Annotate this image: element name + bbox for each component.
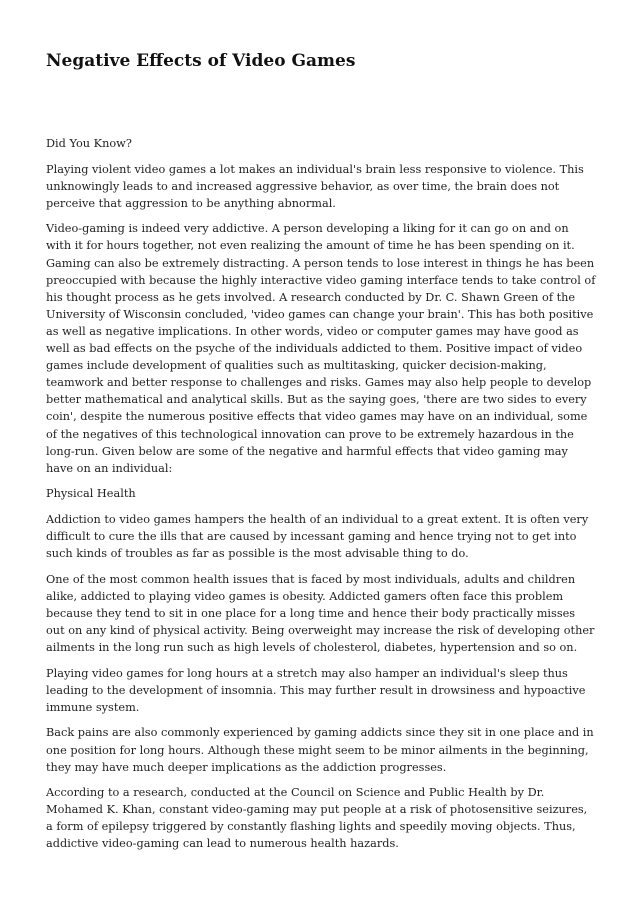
- paragraph-obesity: One of the most common health issues that is faced by most individuals, adults and children alike, addicted to playing video games is obesity. Addicted gamers often face this problem because they tend to sit in one place for a long time and hence their body practically misses out on any kind of physical activity. Being overweight may increase the risk of developing other ailments in the long run such as high levels of cholesterol, diabetes, hypertension and so on.: [46, 572, 595, 655]
- document-title: Negative Effects of Video Games: [46, 51, 356, 71]
- paragraph-back-pains: Back pains are also commonly experienced by gaming addicts since they sit in one place and in one position for long hours. Although these might seem to be minor ailments in the beginning, they may have much deeper implications as the addiction progresses.: [46, 726, 594, 774]
- document-body: [46, 135, 596, 861]
- section-heading-did-you-know: Did You Know?: [46, 137, 132, 150]
- section-heading-physical-health: Physical Health: [46, 487, 136, 501]
- paragraph-seizures: According to a research, conducted at the Council on Science and Public Health by Dr. Mohamed K. Khan, constant video-gaming may put people at a risk of photosensitive seizures, a form of epilepsy triggered by constantly flashing lights and speedily moving objects. Thus, addictive video-gaming can lead to numerous health hazards.: [46, 786, 588, 851]
- paragraph-addictive: Video-gaming is indeed very addictive. A person developing a liking for it can go on and on with it for hours together, not even realizing the amount of time he has been spending on it. Gaming can also be extremely distracting. A person tends to lose interest in things he has been preoccupied with because the highly interactive video gaming interface tends to take control of his thought process as he gets involved. A research conducted by Dr. C. Shawn Green of the University of Wisconsin concluded, 'video games can change your brain'. This has both positive as well as negative implications. In other words, video or computer games may have good as well as bad effects on the psyche of the individuals addicted to them. Positive impact of video games include development of qualities such as multitasking, quicker decision-making, teamwork and better response to challenges and risks. Games may also help people to develop better mathematical and analytical skills. But as the saying goes, 'there are two sides to every coin', despite the numerous positive effects that video games may have on an individual, some of the negatives of this technological innovation can prove to be extremely hazardous in the long-run. Given below are some of the negative and harmful effects that video gaming may have on an individual:: [46, 222, 596, 475]
- paragraph-violent-games: Playing violent video games a lot makes an individual's brain less responsive to violence. This unknowingly leads to and increased aggressive behavior, as over time, the brain does not perceive that aggression to be anything abnormal.: [46, 162, 584, 210]
- paragraph-health-intro: Addiction to video games hampers the health of an individual to a great extent. It is often very difficult to cure the ills that are caused by incessant gaming and hence trying not to get into such kinds of troubles as far as possible is the most advisable thing to do.: [46, 512, 589, 561]
- paragraph-insomnia: Playing video games for long hours at a stretch may also hamper an individual's sleep thus leading to the development of insomnia. This may further result in drowsiness and hypoactive immune system.: [46, 666, 586, 714]
